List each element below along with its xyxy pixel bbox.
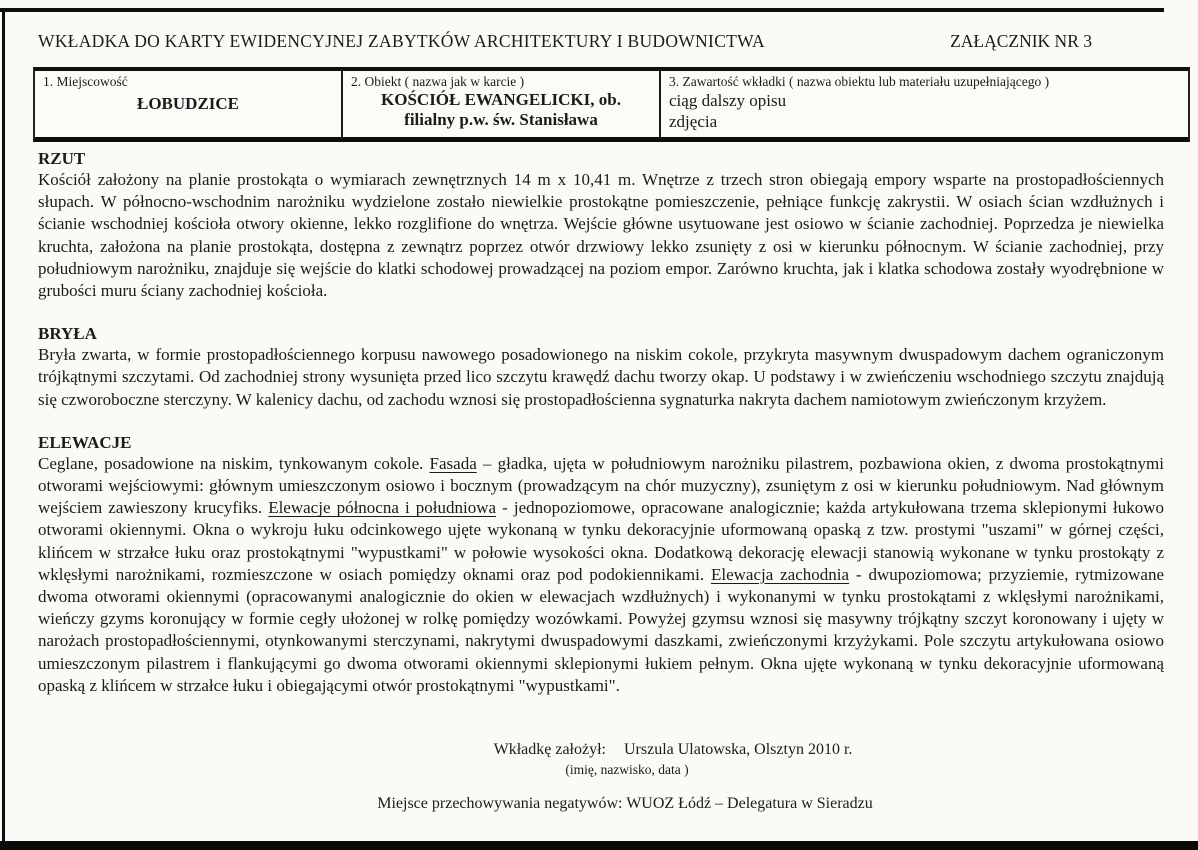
section-heading-bryla: BRYŁA <box>38 324 97 344</box>
table-cell-obiekt <box>343 71 661 137</box>
underlined-term-fasada: Fasada <box>429 453 477 473</box>
section-bryla <box>38 323 1164 411</box>
filled-by-line <box>110 741 1198 759</box>
field-label-obiekt: 2. Obiekt ( nazwa jak w karcie ) <box>351 74 525 89</box>
text-segment: Bryła zwarta, w formie prostopadłościennego korpusu nawowego posadowionego na niskim cokole, przykryta masywnym dwuspadowym dachem ograniczonym trójkątnymi szczytami. Od zachodniej strony wysunięta przed lico szczytu krawędź dachu tworzy okap. U podstawy i w zwieńczeniu wschodniego szczytu znajdują się czworoboczne sterczyny. W kalenicy dachu, od zachodu wznosi się prostopadłościenna sygnaturka nakryta dachem namiotowym zwieńczonym krzyżem. <box>38 345 1164 409</box>
text-segment: - jednopoziomowe, opracowane analogicznie; każda artykułowana trzema sklepionymi łukowo otworami okiennymi. Okna o wykroju łuku odcinkowego ujęte wykonaną w tynku dekoracyjnie uformowaną opaską z tzw. prostymi "uszami" w górnej części, klińcem w strzałce łuku oraz prostokątnymi "wypustkami" w połowie wysokości okna. Dodatkową dekorację elewacji stanowią wykonane w tynku prostokąty z wklęsłymi narożnikami, rozmieszczone w osiach pomiędzy oknami oraz pod podokiennikami. <box>38 498 1164 584</box>
section-text-bryla <box>38 344 1164 411</box>
identification-table <box>33 67 1190 142</box>
document-footer <box>38 741 1164 813</box>
negatives-location-line: Miejsce przechowywania negatywów: WUOZ Łódź – Delegatura w Sieradzu <box>377 795 873 813</box>
underlined-term-elewacja-zachodnia: Elewacja zachodnia <box>710 564 850 584</box>
field-value-miejscowosc: ŁOBUDZICE <box>136 94 240 113</box>
filled-by-value: Urszula Ulatowska, Olsztyn 2010 r. <box>623 741 853 759</box>
field-label-miejscowosc: 1. Miejscowość <box>43 74 128 89</box>
filled-by-hint: (imię, nazwisko, data ) <box>565 762 689 778</box>
field-value-obiekt-line1: KOŚCIÓŁ EWANGELICKI, ob. <box>381 90 621 109</box>
section-text-rzut <box>38 169 1164 302</box>
page-content <box>38 0 1164 813</box>
text-segment: - dwupoziomowa; przyziemie, rytmizowane dwoma otworami okiennymi (opracowanymi analogicznie do okien w elewacjach wzdłużnych) i wykonanymi w tynku prostokątami z wklęsłymi narożnikami, wieńczy gzyms koronujący w formie cegły ułożonej w rolkę pomiędzy wozówkami. Powyżej gzymsu wznosi się masywny trójkątny szczyt koronowany i ujęty w narożach prostopadłościennymi, otynkowanymi sterczynami, nakrytymi dwuspadowymi daszkami, zwieńczonymi krzyżykami. Pole szczytu artykułowana osiowo umieszczonym pilastrem i flankującymi go dwoma otworami okiennymi sklepionymi łukiem pełnym. Okna ujęte wykonaną w tynku dekoracyjnie uformowaną opaską z klińcem w strzałce łuku i obiegającymi otwór prostokątnymi "wypustkami". <box>38 564 1165 695</box>
section-elewacje <box>38 432 1164 697</box>
section-heading-rzut: RZUT <box>38 149 86 168</box>
table-cell-miejscowosc <box>35 71 343 137</box>
text-segment: Kościół założony na planie prostokąta o wymiarach zewnętrznych 14 m x 10,41 m. Wnętrze z trzech stron obiegają empory wsparte na prostopadłościennych słupach. W północno-wschodnim narożniku wydzielone zostało niewielkie prostokątne pomieszczenie, pełniące funkcję zakrystii. W osiach ścian wzdłużnych i ścianie wschodniej kościoła otwory okienne, lekko rozglifione do wnętrza. Wejście główne usytuowane jest osiowo w ścianie zachodniej. Poprzedza je niewielka kruchta, założona na planie prostokąta, dostępna z zewnątrz poprzez otwór drzwiowy lekko zsunięty z osi w kierunku północnym. W ścianie zachodniej, przy południowym narożniku, znajduje się wejście do klatki schodowej prowadzącej na poziom empor. Zarówno kruchta, jak i klatka schodowa zostały wyodrębnione w grubości muru ściany zachodniej kościoła. <box>38 170 1164 301</box>
section-heading-elewacje: ELEWACJE <box>38 432 132 452</box>
document-title: WKŁADKA DO KARTY EWIDENCYJNEJ ZABYTKÓW ARCHITEKTURY I BUDOWNICTWA <box>38 31 765 51</box>
field-value-zawartosc-line2: zdjęcia <box>669 112 718 131</box>
section-text-elewacje <box>38 453 1164 697</box>
table-cell-zawartosc <box>661 71 1188 137</box>
field-value-obiekt-line2: filialny p.w. św. Stanisława <box>404 110 598 129</box>
text-segment: Ceglane, posadowione na niskim, tynkowanym cokole. <box>38 453 430 473</box>
section-rzut <box>38 148 1164 302</box>
field-label-zawartosc: 3. Zawartość wkładki ( nazwa obiektu lub materiału uzupełniającego ) <box>669 74 1050 89</box>
annex-label: ZAŁĄCZNIK NR 3 <box>950 31 1092 51</box>
document-header <box>38 31 1164 52</box>
filled-by-label: Wkładkę założył: <box>493 741 606 759</box>
scan-edge-left <box>2 9 5 843</box>
text-segment: – gładka, ujęta w południowym narożniku pilastrem, pozbawiona okien, z dwoma prostokątnymi otworami wejściowymi: głównym umieszczonym osiowo i bocznym (prowadzącym na chór muzyczny), zsuniętym z osi w kierunku południowym. Nad głównym wejściem zawieszony krucyfiks. <box>38 453 1164 518</box>
field-value-zawartosc-line1: ciąg dalszy opisu <box>669 91 787 110</box>
scan-edge-bottom <box>0 841 1198 850</box>
underlined-term-elewacje-polnocna-poludniowa: Elewacje północna i południowa <box>268 498 497 518</box>
